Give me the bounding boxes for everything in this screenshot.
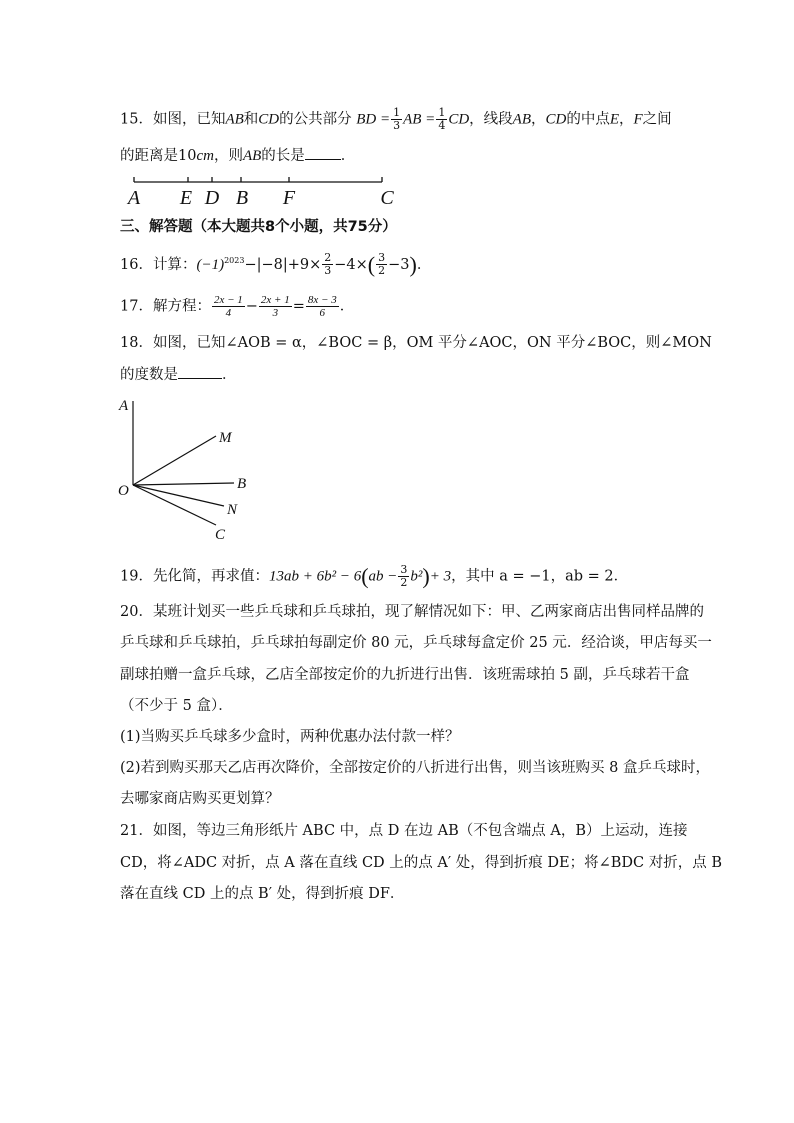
q18-line1: 18．如图，已知∠AOB = α，∠BOC = β，OM 平分∠AOC，ON 平分∠BOC，则∠MON — [120, 335, 712, 351]
q15-line2: 的距离是10cm，则AB的长是 ． — [120, 145, 355, 166]
label-B: B — [237, 476, 247, 492]
angle-figure — [116, 395, 276, 545]
left-paren: ( — [367, 251, 376, 277]
label-M: M — [219, 430, 232, 446]
ray-ON — [133, 485, 224, 506]
segment-figure — [120, 176, 420, 210]
label-A: A — [127, 187, 141, 209]
label-D: D — [204, 187, 220, 209]
q20-subq1: (1)当购买乒乓球多少盒时，两种优惠办法付款一样？ — [120, 729, 460, 745]
ray-OC — [133, 485, 216, 525]
q21-line1: 21．如图，等边三角形纸片 ABC 中，点 D 在边 AB（不包含端点 A，B）上运动，连接 — [120, 823, 688, 839]
q20-line1: 20．某班计划买一些乒乓球和乒乓球拍，现了解情况如下：甲、乙两家商店出售同样品牌的 — [120, 604, 704, 620]
label-F: F — [282, 187, 296, 209]
fraction-c: $\frac{8x - 3}{6}$ — [307, 294, 337, 319]
fraction-one-third: $\frac{1}{3}$ — [393, 106, 401, 132]
q20-subq2-cont: 去哪家商店购买更划算？ — [120, 791, 280, 807]
q20-line2: 乒乓球和乒乓球拍，乒乓球拍每副定价 80 元，乒乓球每盒定价 25 元．经洽谈，甲店每买一 — [120, 635, 712, 651]
label-N: N — [227, 502, 238, 518]
label-C: C — [215, 527, 226, 543]
label-E: E — [179, 187, 193, 209]
fraction-three-halves: $\frac{3}{2}$ — [400, 563, 408, 589]
ray-OB — [133, 483, 234, 485]
label-C: C — [380, 187, 394, 209]
label-B: B — [235, 187, 249, 209]
section-heading: 三、解答题（本大题共8个小题，共75分） — [120, 219, 397, 235]
answer-blank — [178, 364, 222, 379]
q18-line2: 的度数是 ． — [120, 364, 237, 385]
q20-subq2: (2)若到购买那天乙店再次降价，全部按定价的八折进行出售，则当该班购买 8 盒乒乓球时， — [120, 760, 710, 776]
q20-line4: （不少于 5 盒）． — [120, 698, 233, 714]
left-paren: ( — [361, 563, 369, 589]
answer-blank — [305, 145, 341, 160]
right-paren: ) — [409, 251, 417, 277]
q16-line: 16．计算：$(-1)^{2023}-|-8|+9\times$ $\frac{2}{3}$ −4×( $\frac{3}{2}$ −3)． — [120, 251, 432, 278]
q17-line: 17．解方程： $\frac{2x - 1}{4}$ − $\frac{2x + 1}{3}$ = $\frac{8x - 3}{6}$ ． — [120, 294, 355, 319]
q15-line1: 15．如图，已知AB和CD的公共部分 BD = $\frac{1}{3}$ AB = $\frac{1}{4}$ CD，线段AB，CD的中点E，F之间 — [120, 106, 672, 132]
ray-OM — [133, 436, 216, 485]
q21-line2: CD，将∠ADC 对折，点 A 落在直线 CD 上的点 A′ 处，得到折痕 DE；将∠BDC 对折，点 B — [120, 855, 722, 871]
fraction-three-halves: $\frac{3}{2}$ — [378, 251, 386, 278]
label-A: A — [119, 398, 129, 414]
fraction-two-thirds: $\frac{2}{3}$ — [324, 251, 332, 278]
q20-line3: 副球拍赠一盒乒乓球，乙店全部按定价的九折进行出售．该班需球拍 5 副，乒乓球若干盒 — [120, 667, 690, 683]
label-O: O — [118, 483, 129, 499]
q19-line: 19．先化简，再求值：13ab + 6b² − 6(ab − $\frac{3}{2}$ b²)+ 3，其中 a = −1，ab = 2． — [120, 563, 629, 589]
fraction-a: $\frac{2x - 1}{4}$ — [213, 294, 243, 319]
q21-line3: 落在直线 CD 上的点 B′ 处，得到折痕 DF． — [120, 886, 405, 902]
fraction-one-quarter: $\frac{1}{4}$ — [438, 106, 446, 132]
fraction-b: $\frac{2x + 1}{3}$ — [260, 294, 290, 319]
right-paren: ) — [422, 563, 430, 589]
